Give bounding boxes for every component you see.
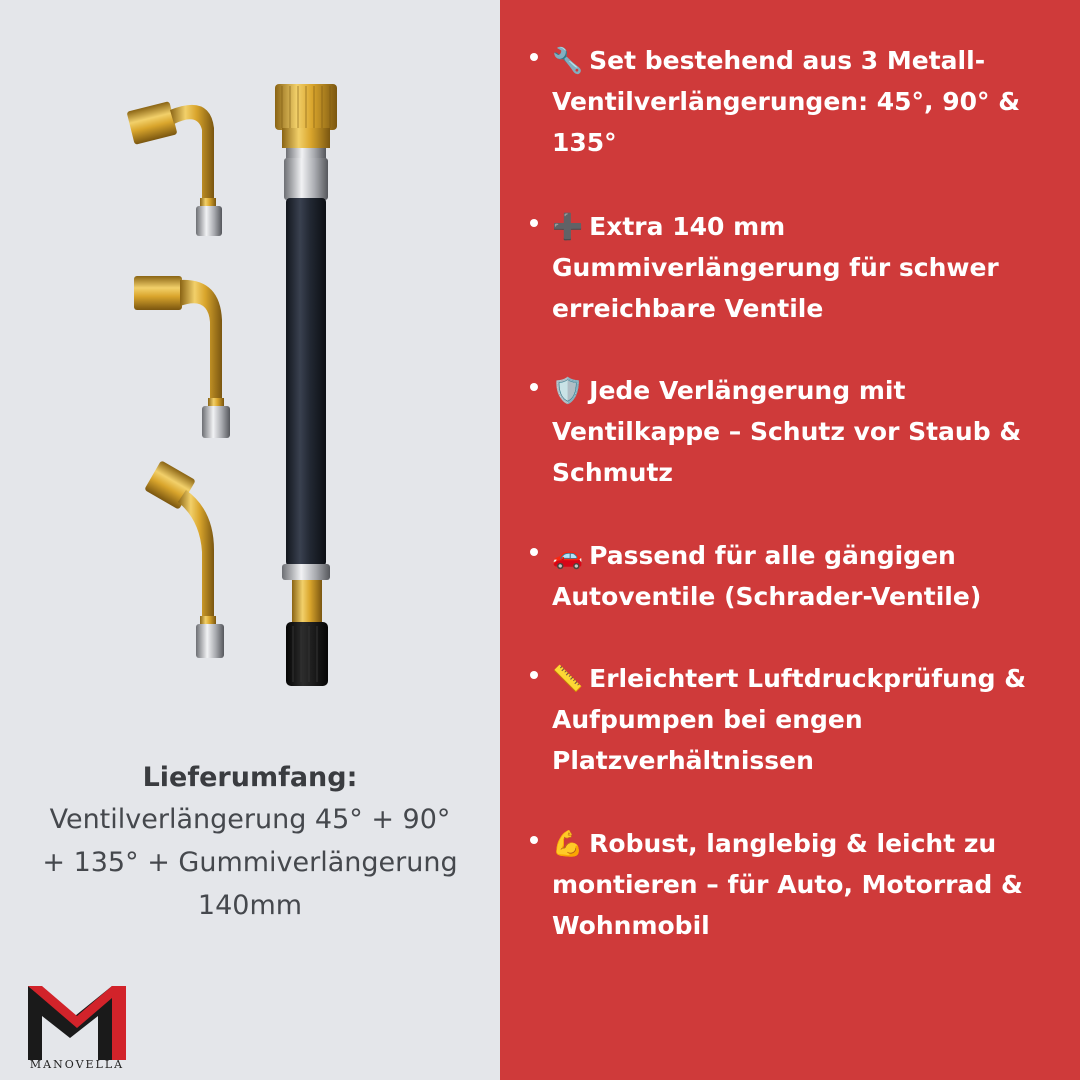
valve-extension-135 bbox=[134, 276, 230, 438]
plus-icon: ➕ bbox=[552, 212, 584, 241]
bullet-icon bbox=[530, 836, 538, 844]
valve-extension-90 bbox=[127, 101, 222, 236]
bullet-icon bbox=[530, 671, 538, 679]
shield-icon: 🛡️ bbox=[552, 376, 584, 405]
contents-body: Ventilverlängerung 45° + 90° + 135° + Gummiverlängerung 140mm bbox=[42, 804, 458, 921]
bullet-icon bbox=[530, 383, 538, 391]
feature-text: Jede Verlängerung mit Ventilkappe – Schutz vor Staub & Schmutz bbox=[552, 376, 1022, 487]
bullet-icon bbox=[530, 53, 538, 61]
right-panel bbox=[500, 0, 1080, 1080]
feature-item bbox=[530, 40, 1060, 163]
feature-item bbox=[530, 658, 1060, 781]
product-image bbox=[110, 70, 370, 710]
contents-caption bbox=[0, 758, 500, 927]
feature-item bbox=[530, 823, 1060, 946]
feature-item bbox=[530, 370, 1060, 493]
wrench-icon: 🔧 bbox=[552, 46, 584, 75]
bullet-icon bbox=[530, 548, 538, 556]
brand-name: MANOVELLA bbox=[29, 1058, 125, 1071]
car-icon: 🚗 bbox=[552, 541, 584, 570]
contents-heading: Lieferumfang: bbox=[142, 762, 358, 793]
feature-text: Extra 140 mm Gummiverlängerung für schwer erreichbare Ventile bbox=[552, 212, 999, 323]
feature-item bbox=[530, 206, 1060, 329]
rubber-extension bbox=[275, 84, 337, 686]
feature-text: Set bestehend aus 3 Metall-Ventilverlängerungen: 45°, 90° & 135° bbox=[552, 46, 1021, 157]
feature-text: Passend für alle gängigen Autoventile (Schrader-Ventile) bbox=[552, 541, 982, 611]
bullet-icon bbox=[530, 219, 538, 227]
valve-extension-45 bbox=[144, 460, 224, 658]
left-panel bbox=[0, 0, 500, 1080]
brand-logo-icon bbox=[22, 980, 132, 1070]
flexed-biceps-icon: 💪 bbox=[552, 829, 584, 858]
feature-text: Erleichtert Luftdruckprüfung & Aufpumpen bei engen Platzverhältnissen bbox=[552, 664, 1027, 775]
feature-text: Robust, langlebig & leicht zu montieren – für Auto, Motorrad & Wohnmobil bbox=[552, 829, 1023, 940]
feature-item bbox=[530, 535, 1060, 617]
ruler-icon: 📏 bbox=[552, 664, 584, 693]
